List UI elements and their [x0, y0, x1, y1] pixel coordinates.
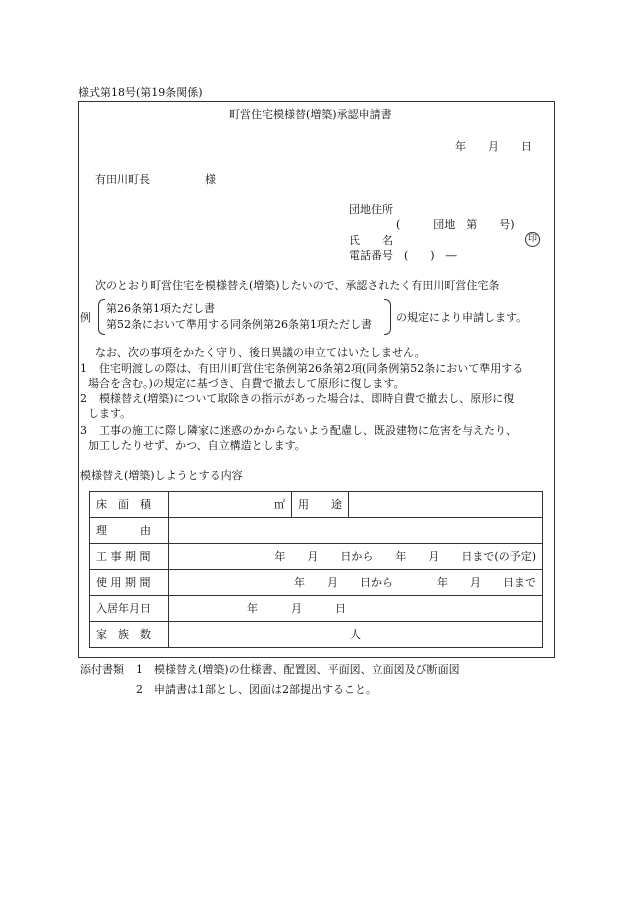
attachments-label: 添付書類 — [80, 663, 124, 676]
construction-period-label: 工 事 期 間 — [90, 544, 169, 570]
item-1-line1: 住宅明渡しの際は、有田川町営住宅条例第26条第2項(同条例第52条において準用する — [99, 362, 524, 375]
reason-label: 理 由 — [90, 518, 169, 544]
address-label: 団地住所 — [349, 203, 393, 216]
form-number: 様式第18号(第19条関係) — [78, 86, 203, 99]
after-bracket-text: の規定により申請します。 — [396, 311, 528, 324]
attachment-2: 申請書は1部とし、図面は2部提出すること。 — [154, 683, 377, 696]
phone-label: 電話番号 ( ) ― — [349, 249, 457, 262]
floor-area-value[interactable] — [169, 492, 292, 518]
item-1-number: 1 — [80, 362, 87, 375]
household-size-label: 家 族 数 — [90, 622, 169, 648]
attachment-2-number: 2 — [136, 683, 143, 696]
content-heading: 模様替え(増築)しようとする内容 — [80, 469, 243, 482]
date-line: 年 月 日 — [455, 140, 532, 153]
table-row — [90, 570, 543, 596]
item-2-line1: 模様替え(増築)について取除きの指示があった場合は、即時自費で撤去し、原形に復 — [99, 392, 515, 405]
floor-area-label: 床 面 積 — [90, 492, 169, 518]
option-2: 第52条において準用する同条例第26条第1項ただし書 — [106, 318, 372, 331]
sqm-unit: ㎡ — [274, 497, 285, 511]
item-1-line2: 場合を含む。)の規定に基づき、自費で撤去して原形に復します。 — [88, 377, 405, 390]
addressee: 有田川町長 様 — [95, 173, 216, 186]
table-row — [90, 544, 543, 570]
table-row — [90, 492, 543, 518]
construction-period-value[interactable]: 年 月 日から 年 月 日まで(の予定) — [169, 544, 543, 570]
option-1: 第26条第1項ただし書 — [106, 302, 215, 315]
promise-text: なお、次の事項をかたく守り、後日異議の申立てはいたしません。 — [95, 346, 426, 359]
household-size-value[interactable]: 人 — [169, 622, 543, 648]
attachment-1: 模様替え(増築)の仕様書、配置図、平面図、立面図及び断面図 — [154, 663, 460, 676]
reason-value[interactable] — [169, 518, 543, 544]
item-2-line2: します。 — [88, 407, 132, 420]
usage-period-value[interactable]: 年 月 日から 年 月 日まで — [169, 570, 543, 596]
use-value[interactable] — [349, 492, 543, 518]
attachment-1-number: 1 — [136, 663, 143, 676]
bracket-right — [384, 299, 391, 335]
seal-mark: 印 — [525, 232, 540, 247]
move-in-date-label: 入居年月日 — [90, 596, 169, 622]
name-label: 氏 名 — [349, 234, 393, 247]
form-title: 町営住宅模様替(増築)承認申請書 — [229, 108, 392, 121]
intro-text: 次のとおり町営住宅を模様替え(増築)したいので、承認されたく有田川町営住宅条 — [95, 279, 500, 292]
item-3-line1: 工事の施工に際し隣家に迷惑のかからないよう配慮し、既設建物に危害を与えたり、 — [99, 424, 517, 437]
usage-period-label: 使 用 期 間 — [90, 570, 169, 596]
table-row — [90, 518, 543, 544]
use-label: 用 途 — [292, 492, 349, 518]
table-row — [90, 622, 543, 648]
address-detail: ( 団地 第 号) — [396, 218, 515, 231]
item-2-number: 2 — [80, 392, 87, 405]
bracket-left — [98, 299, 105, 335]
table-row — [90, 596, 543, 622]
move-in-date-value[interactable]: 年 月 日 — [169, 596, 543, 622]
item-3-number: 3 — [80, 424, 87, 437]
item-3-line2: 加工したりせず、かつ、自立構造とします。 — [88, 439, 306, 452]
details-table — [89, 491, 543, 648]
rei-text: 例 — [80, 311, 91, 324]
